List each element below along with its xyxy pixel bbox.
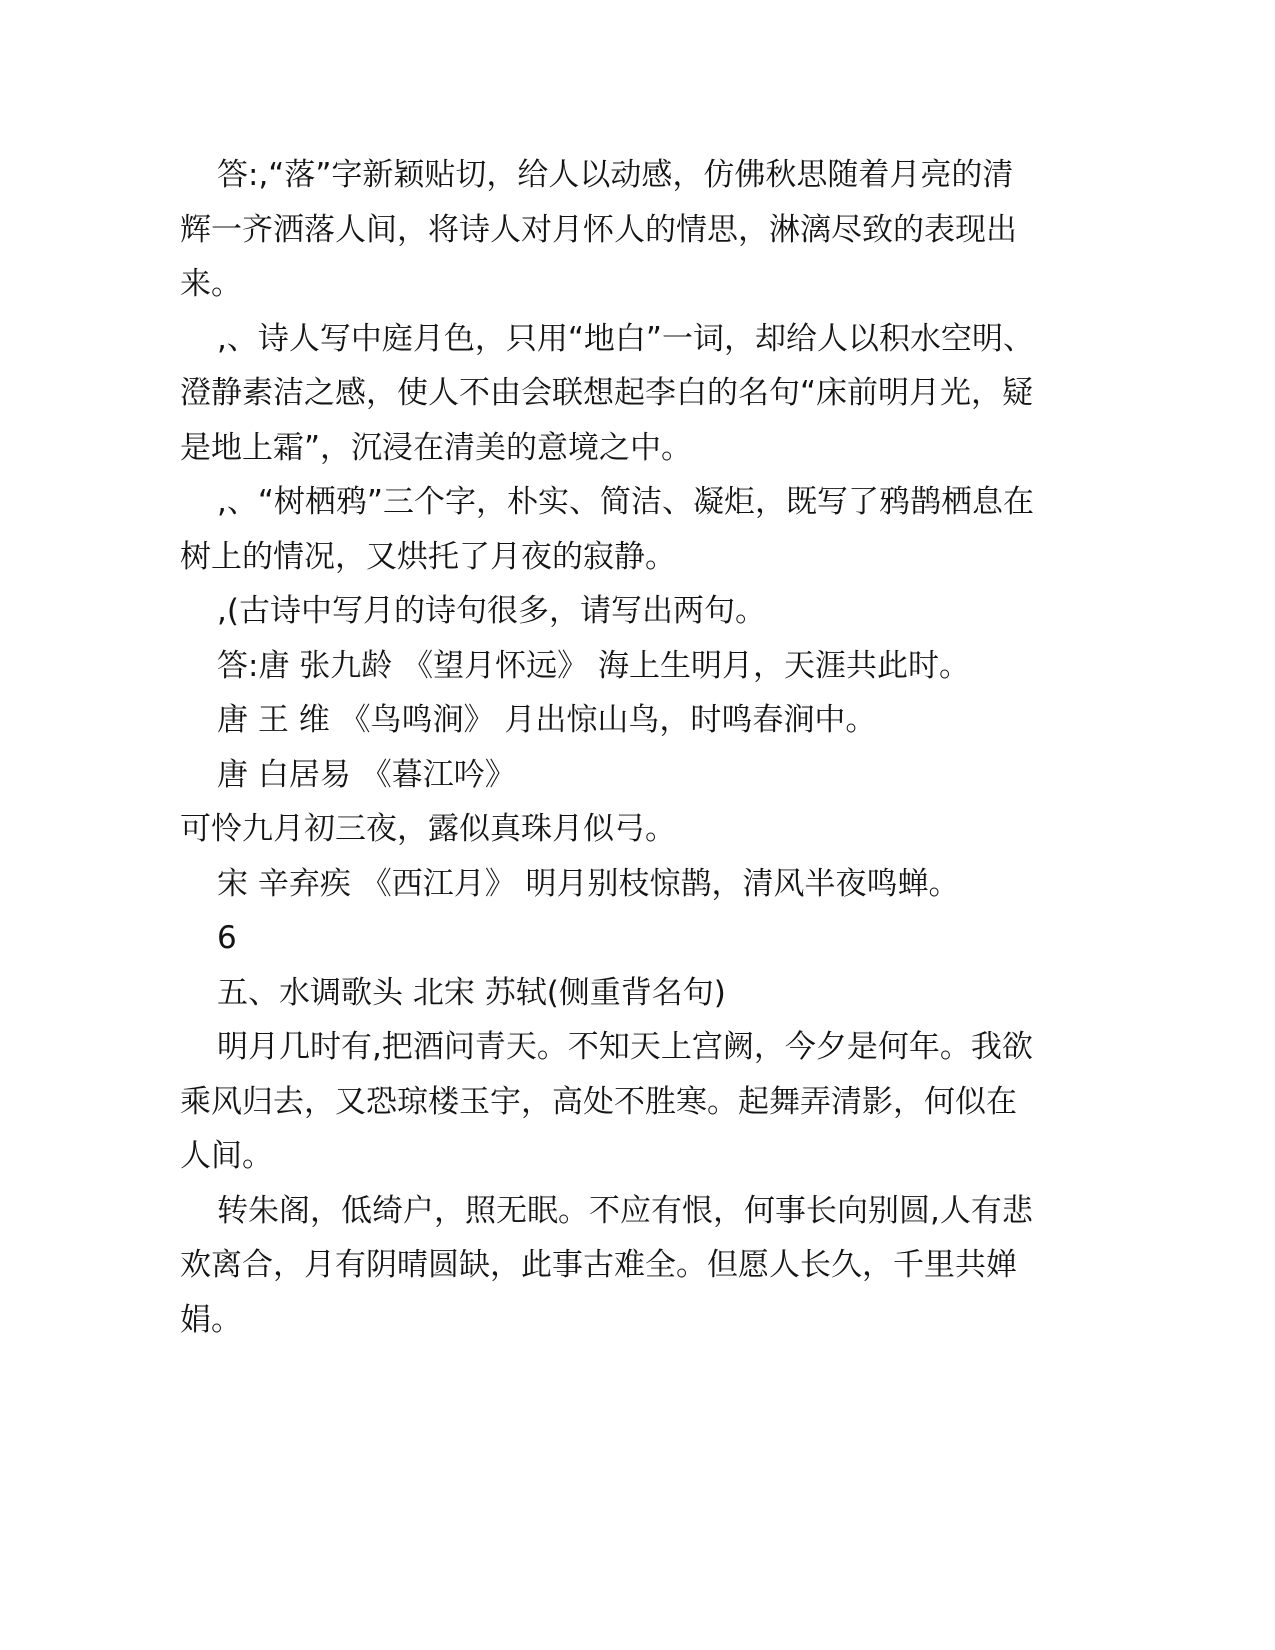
- paragraph-poem-zhang-jiuling: 答:唐 张九龄 《望月怀远》 海上生明月，天涯共此时。: [217, 647, 971, 684]
- page-number: 6: [217, 920, 237, 956]
- document-body: [180, 148, 1040, 1347]
- paragraph-stanza-1: 明月几时有,把酒问青天。不知天上宫阙，今夕是何年。我欲乘风归去，又恐琼楼玉宇，高处不胜寒。起舞弄清影，何似在人间。: [180, 1029, 1033, 1174]
- paragraph-question: ,(古诗中写月的诗句很多，请写出两句。: [217, 593, 766, 629]
- paragraph-di-bai: ,、诗人写中庭月色，只用“地白”一词，却给人以积水空明、澄静素洁之感，使人不由会联想起李白的名句“床前明月光，疑是地上霜”，沉浸在清美的意境之中。: [180, 320, 1034, 466]
- paragraph-poem-wang-wei: 唐 王 维 《鸟鸣涧》 月出惊山鸟，时鸣春涧中。: [217, 702, 877, 738]
- paragraph-answer-luo: 答:,“落”字新颖贴切，给人以动感，仿佛秋思随着月亮的清辉一齐洒落人间，将诗人对月怀人的情思，淋漓尽致的表现出来。: [180, 157, 1017, 302]
- section-heading: 五、水调歌头 北宋 苏轼(侧重背名句): [217, 974, 726, 1011]
- paragraph-poem-bai-juyi-title: 唐 白居易 《暮江吟》: [217, 756, 516, 793]
- paragraph-poem-xin-qiji: 宋 辛弃疾 《西江月》 明月别枝惊鹊，清风半夜鸣蝉。: [217, 865, 960, 902]
- paragraph-stanza-2: 转朱阁，低绮户，照无眠。不应有恨，何事长向别圆,人有悲欢离合，月有阴晴圆缺，此事古难全。但愿人长久，千里共婵娟。: [180, 1192, 1033, 1338]
- paragraph-shu-qi-ya: ,、“树栖鸦”三个字，朴实、简洁、凝炬，既写了鸦鹊栖息在树上的情况，又烘托了月夜的寂静。: [180, 484, 1034, 575]
- paragraph-poem-bai-juyi-line: 可怜九月初三夜，露似真珠月似弓。: [180, 811, 676, 847]
